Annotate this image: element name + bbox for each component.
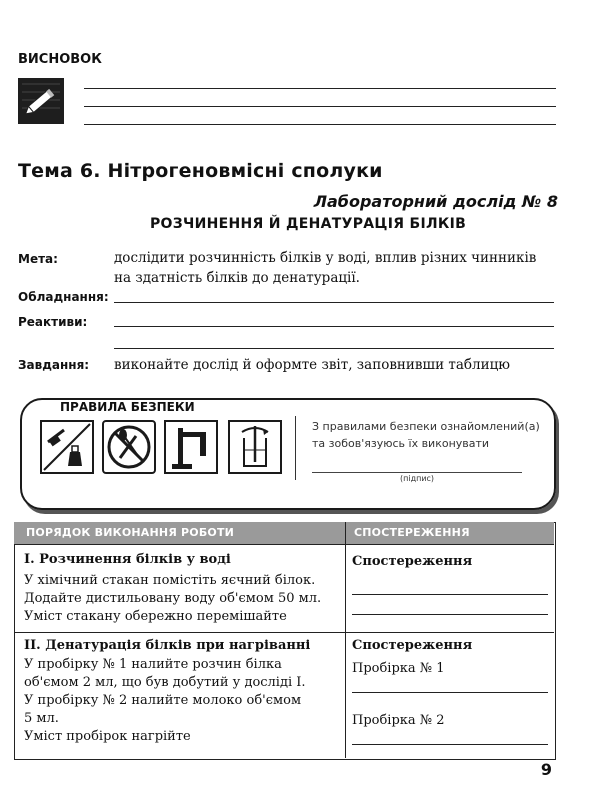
- procedure-column-header: ПОРЯДОК ВИКОНАННЯ РОБОТИ: [26, 526, 235, 539]
- goal-text-line-2: на здатність білків до денатурації.: [114, 270, 360, 286]
- chemical-handling-icon: [40, 420, 94, 474]
- conclusion-line-2[interactable]: [84, 106, 556, 107]
- row2-line-4: 5 мл.: [24, 711, 59, 726]
- tube1-line[interactable]: [352, 692, 548, 693]
- row2-line-1: У пробірку № 1 налийте розчин білка: [24, 657, 282, 672]
- row2-line-2: об'ємом 2 мл, що був добутий у досліді І.: [24, 675, 306, 690]
- safety-text-line-1: З правилами безпеки ознайомлений(а): [312, 420, 540, 433]
- tube2-line[interactable]: [352, 744, 548, 745]
- row1-observation-line-1[interactable]: [352, 594, 548, 595]
- stirring-beaker-icon: [228, 420, 282, 474]
- no-eating-icon: [102, 420, 156, 474]
- row2-line-3: У пробірку № 2 налийте молоко об'ємом: [24, 693, 302, 708]
- row2-line-5: Уміст пробірок нагрійте: [24, 729, 191, 744]
- conclusion-line-3[interactable]: [84, 124, 556, 125]
- observation-column-header: СПОСТЕРЕЖЕННЯ: [354, 526, 470, 539]
- row1-observation-title: Спостереження: [352, 554, 473, 569]
- row1-observation-line-2[interactable]: [352, 614, 548, 615]
- safety-divider: [295, 416, 296, 480]
- task-text: виконайте дослід й оформте звіт, заповнивши таблицю: [114, 357, 511, 373]
- safety-agreement-text: [312, 418, 540, 452]
- tube1-label: Пробірка № 1: [352, 661, 445, 676]
- clamp-stand-icon: [164, 420, 218, 474]
- row1-title: І. Розчинення білків у воді: [24, 552, 231, 567]
- equipment-label: Обладнання:: [18, 290, 109, 304]
- column-separator: [345, 522, 346, 758]
- safety-text-line-2: та зобов'язуюсь їх виконувати: [312, 437, 490, 450]
- tube2-label: Пробірка № 2: [352, 713, 445, 728]
- experiment-title: РОЗЧИНЕННЯ Й ДЕНАТУРАЦІЯ БІЛКІВ: [150, 216, 467, 232]
- signature-line[interactable]: [312, 472, 522, 473]
- lab-title: Лабораторний дослід № 8: [313, 192, 558, 211]
- topic-title: Тема 6. Нітрогеновмісні сполуки: [18, 160, 383, 182]
- page-number: 9: [540, 760, 552, 779]
- reagents-label: Реактиви:: [18, 315, 88, 329]
- reagents-line-2[interactable]: [114, 348, 554, 349]
- goal-text-line-1: дослідити розчинність білків у воді, вплив різних чинників: [114, 250, 537, 266]
- row1-line-2: Додайте дистильовану воду об'ємом 50 мл.: [24, 591, 322, 606]
- safety-title: ПРАВИЛА БЕЗПЕКИ: [56, 400, 199, 414]
- signature-caption: (підпис): [400, 474, 435, 483]
- row2-observation-title: Спостереження: [352, 638, 473, 653]
- conclusion-title: ВИСНОВОК: [18, 52, 102, 67]
- row1-line-3: Уміст стакану обережно перемішайте: [24, 609, 287, 624]
- row2-title: ІІ. Денатурація білків при нагріванні: [24, 638, 311, 653]
- reagents-line-1[interactable]: [114, 326, 554, 327]
- equipment-line[interactable]: [114, 302, 554, 303]
- task-label: Завдання:: [18, 358, 90, 372]
- conclusion-line-1[interactable]: [84, 88, 556, 89]
- pencil-icon: [18, 78, 64, 124]
- safety-box: [20, 398, 556, 510]
- row-separator: [14, 632, 554, 633]
- row1-line-1: У хімічний стакан помістіть яєчний білок.: [24, 573, 316, 588]
- goal-label: Мета:: [18, 252, 58, 266]
